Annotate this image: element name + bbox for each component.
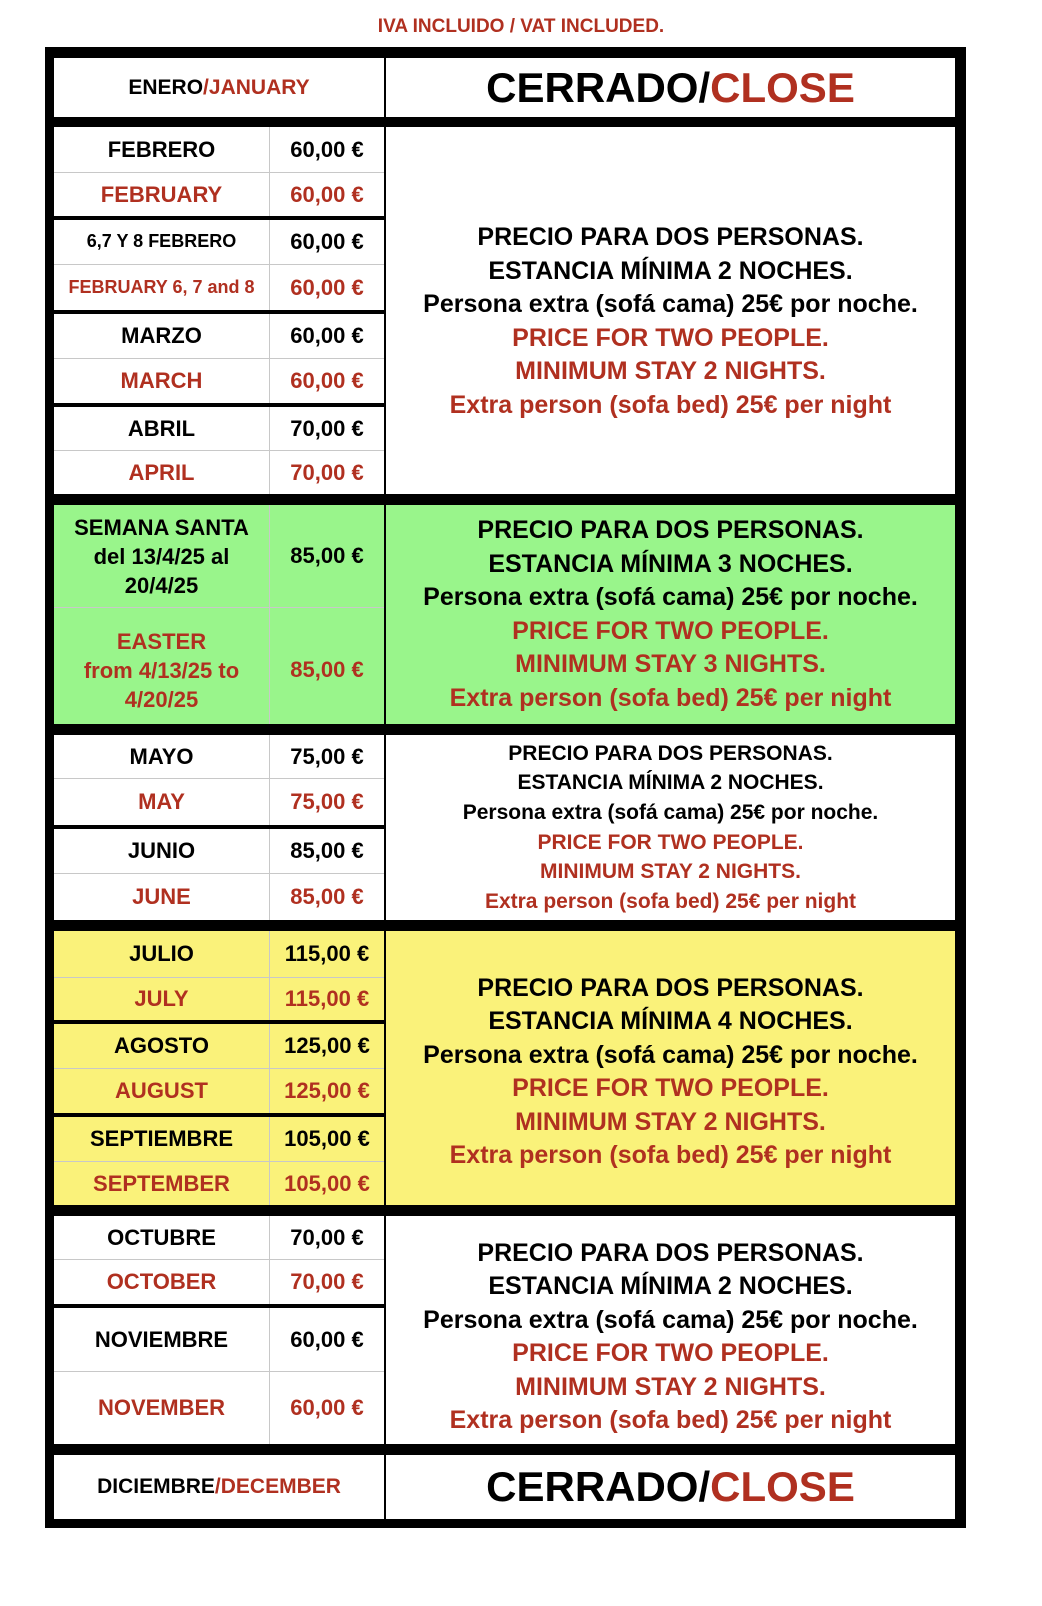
january-status-sep: /: [698, 63, 711, 111]
month-label: JUNIO: [127, 838, 196, 863]
easter-es-price: 85,00 €: [290, 543, 364, 568]
month-label: SEPTEMBER: [93, 1170, 230, 1196]
december-status-en: CLOSE: [710, 1463, 855, 1510]
january-label-cell: [54, 58, 384, 117]
autumn-conditions: [386, 1216, 955, 1444]
info-line: ESTANCIA MÍNIMA 2 NOCHES.: [488, 1272, 853, 1300]
december-label-cell: [54, 1455, 384, 1519]
info-line: ESTANCIA MÍNIMA 2 NOCHES.: [488, 256, 853, 285]
info-line: PRICE FOR TWO PEOPLE.: [537, 830, 804, 854]
month-label: APRIL: [128, 459, 195, 485]
price-value: 105,00 €: [284, 1126, 370, 1151]
group3-conditions: [386, 735, 955, 920]
info-line: Extra person (sofa bed) 25€ per night: [449, 1406, 892, 1434]
january-es: ENERO: [128, 75, 204, 99]
price-value: 60,00 €: [290, 1395, 364, 1420]
month-label: OCTUBRE: [107, 1224, 216, 1250]
easter-en-label: [54, 608, 269, 724]
december-status-cell: [386, 1455, 955, 1519]
info-line: Extra person (sofa bed) 25€ per night: [449, 1141, 892, 1169]
info-line: PRICE FOR TWO PEOPLE.: [512, 1339, 829, 1367]
january-status-en: CLOSE: [710, 63, 855, 111]
info-line: PRECIO PARA DOS PERSONAS.: [477, 973, 864, 1002]
info-line: Extra person (sofa bed) 25€ per night: [484, 889, 857, 913]
month-label: FEBRERO: [107, 137, 216, 162]
price-value: 70,00 €: [290, 415, 364, 441]
info-line: ESTANCIA MÍNIMA 2 NOCHES.: [517, 771, 824, 795]
info-line: PRICE FOR TWO PEOPLE.: [512, 616, 829, 645]
price-value: 115,00 €: [284, 986, 370, 1011]
price-value: 60,00 €: [290, 323, 364, 348]
month-label: SEPTIEMBRE: [89, 1126, 234, 1151]
price-value: 75,00 €: [290, 789, 364, 814]
month-label: JULY: [134, 986, 189, 1011]
month-label: NOVEMBER: [97, 1395, 226, 1420]
january-en: JANUARY: [208, 75, 310, 99]
info-line: Persona extra (sofá cama) 25€ por noche.: [423, 1040, 918, 1069]
december-en: DECEMBER: [220, 1475, 341, 1498]
month-label: MAYO: [129, 743, 194, 769]
month-label: JULIO: [129, 941, 194, 966]
info-line: Persona extra (sofá cama) 25€ por noche.: [423, 1305, 918, 1334]
price-value: 85,00 €: [290, 884, 364, 909]
info-line: Extra person (sofa bed) 25€ per night: [449, 390, 892, 419]
easter-es-line: SEMANA SANTA: [74, 514, 249, 540]
month-label: NOVIEMBRE: [94, 1326, 229, 1352]
month-label: FEBRUARY: [100, 181, 223, 207]
price-value: 60,00 €: [290, 181, 364, 207]
month-label: MARCH: [120, 368, 203, 393]
info-line: PRECIO PARA DOS PERSONAS.: [477, 516, 864, 544]
month-label: AGOSTO: [114, 1033, 209, 1058]
month-label: FEBRUARY 6, 7 and 8: [68, 277, 255, 297]
vat-note: IVA INCLUIDO / VAT INCLUDED.: [377, 16, 665, 37]
info-line: ESTANCIA MÍNIMA 3 NOCHES.: [488, 549, 853, 578]
info-line: MINIMUM STAY 2 NIGHTS.: [540, 860, 801, 884]
price-value: 70,00 €: [290, 1269, 364, 1294]
easter-en-line: from 4/13/25 to: [83, 657, 240, 683]
summer-conditions: [386, 931, 955, 1205]
info-line: Persona extra (sofá cama) 25€ por noche.: [462, 800, 879, 824]
easter-en-line: EASTER: [116, 628, 207, 654]
price-value: 60,00 €: [290, 368, 364, 393]
price-value: 60,00 €: [290, 1326, 364, 1352]
price-value: 115,00 €: [284, 941, 370, 966]
price-value: 105,00 €: [284, 1170, 370, 1196]
easter-es-line: 20/4/25: [124, 572, 199, 598]
info-line: ESTANCIA MÍNIMA 4 NOCHES.: [488, 1007, 853, 1035]
easter-es-line: del 13/4/25 al: [93, 543, 230, 569]
month-label: ABRIL: [127, 415, 196, 441]
price-value: 75,00 €: [290, 743, 364, 769]
december-es: DICIEMBRE: [97, 1475, 215, 1498]
info-line: PRECIO PARA DOS PERSONAS.: [477, 1238, 864, 1267]
info-line: MINIMUM STAY 2 NIGHTS.: [515, 357, 826, 385]
price-value: 85,00 €: [290, 838, 364, 863]
info-line: MINIMUM STAY 2 NIGHTS.: [515, 1107, 826, 1136]
month-label: MARZO: [121, 323, 202, 348]
price-value: 60,00 €: [290, 137, 364, 162]
info-line: PRICE FOR TWO PEOPLE.: [512, 1074, 829, 1102]
january-sep: /: [203, 75, 209, 99]
easter-en-price: 85,00 €: [290, 657, 364, 682]
info-line: Persona extra (sofá cama) 25€ por noche.: [423, 583, 918, 611]
info-line: PRECIO PARA DOS PERSONAS.: [477, 223, 864, 251]
easter-en-line: 4/20/25: [124, 686, 199, 712]
easter-conditions: [386, 505, 955, 724]
month-label: 6,7 Y 8 FEBRERO: [86, 231, 237, 251]
december-sep: /: [214, 1475, 221, 1498]
price-value: 125,00 €: [284, 1033, 370, 1058]
info-line: MINIMUM STAY 3 NIGHTS.: [515, 650, 826, 678]
info-line: Persona extra (sofá cama) 25€ por noche.: [423, 290, 918, 318]
month-label: MAY: [138, 789, 185, 814]
group1-conditions: [386, 127, 955, 494]
december-status-sep: /: [698, 1463, 711, 1510]
december-status-es: CERRADO: [486, 1463, 699, 1510]
price-value: 60,00 €: [290, 228, 364, 254]
info-line: PRICE FOR TWO PEOPLE.: [512, 323, 829, 352]
month-label: OCTOBER: [106, 1269, 217, 1294]
price-value: 60,00 €: [290, 274, 364, 300]
info-line: MINIMUM STAY 2 NIGHTS.: [515, 1372, 826, 1401]
price-value: 70,00 €: [290, 459, 364, 485]
easter-es-label: [54, 505, 269, 607]
january-status-cell: [386, 58, 955, 117]
info-line: Extra person (sofa bed) 25€ per night: [449, 683, 892, 712]
info-line: PRECIO PARA DOS PERSONAS.: [508, 741, 833, 765]
january-status-es: CERRADO: [486, 63, 699, 111]
month-label: JUNE: [132, 884, 191, 909]
price-value: 70,00 €: [290, 1224, 364, 1250]
month-label: AUGUST: [115, 1078, 208, 1103]
price-value: 125,00 €: [284, 1078, 370, 1103]
